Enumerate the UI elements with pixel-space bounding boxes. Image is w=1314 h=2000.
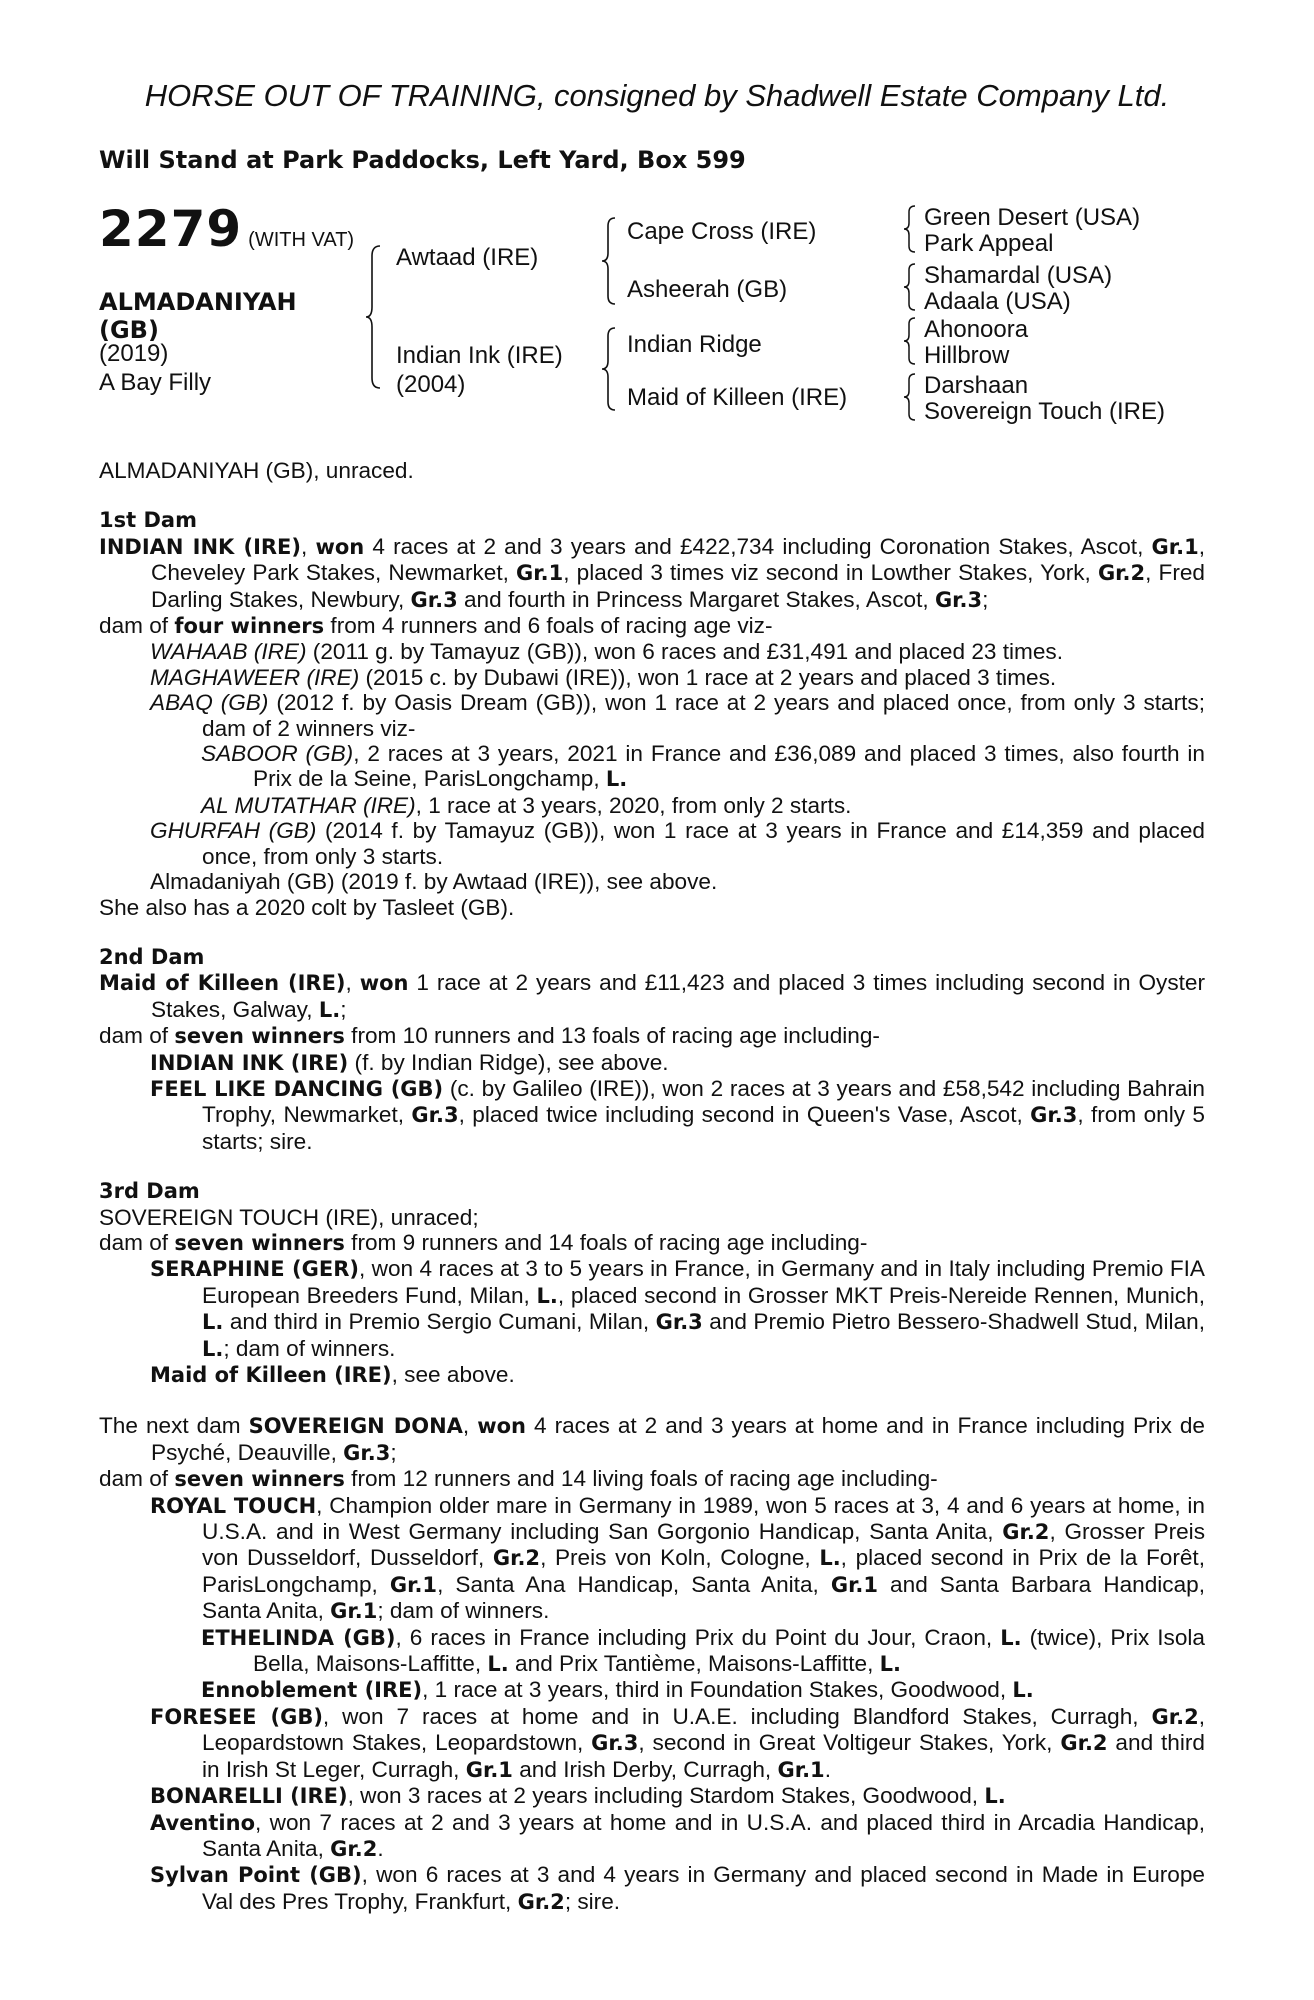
lot-number: 2279 <box>99 200 243 258</box>
pedigree-brace-dam <box>600 326 618 412</box>
second-dam-heading: 2nd Dam <box>99 944 205 969</box>
pedigree-sire: Awtaad (IRE) <box>396 244 539 271</box>
produce-entry: BONARELLI (IRE), won 3 races at 2 years including Stardom Stakes, Goodwood, L. <box>150 1783 1006 1809</box>
produce-entry: ETHELINDA (GB), 6 races in France including Prix du Point du Jour, Craon, L. (twice), Prix Isola Bella, Maisons-Laffitte, L. and Prix Tantième, Maisons-Laffitte, L. <box>201 1624 1206 1677</box>
pedigree-sire-dam: Asheerah (GB) <box>627 276 788 303</box>
horse-name-line1: ALMADANIYAH <box>99 288 297 316</box>
first-dam-note: She also has a 2020 colt by Tasleet (GB). <box>99 894 515 920</box>
produce-entry: SERAPHINE (GER), won 4 races at 3 to 5 years in France, in Germany and in Italy including Premio FIA European Breeders Fund, Milan, L., placed second in Grosser MKT Preis-Nereide Rennen, Munich, L. and third in Premio Sergio Cumani, Milan, Gr.3 and Premio Pietro Bessero-Shadwell Stud, Milan, L.; dam of winners. <box>150 1256 1206 1361</box>
produce-entry: ABAQ (GB) (2012 f. by Oasis Dream (GB)), won 1 race at 2 years and placed once, from only 3 starts; dam of 2 winners viz- <box>150 690 1205 741</box>
lot-block <box>99 200 354 258</box>
fourth-dam-record: The next dam SOVEREIGN DONA, won 4 races at 2 and 3 years at home and in France including Prix de Psyché, Deauville, Gr.3; <box>99 1413 1206 1465</box>
pedigree-brace-ds <box>902 316 918 366</box>
pedigree-sire-sire: Cape Cross (IRE) <box>627 218 817 245</box>
foaling-year: (2019) <box>99 340 169 367</box>
produce-entry: Almadaniyah (GB) (2019 f. by Awtaad (IRE)), see above. <box>150 869 718 895</box>
fourth-dam-produce-summary: dam of seven winners from 12 runners and 14 living foals of racing age including- <box>99 1466 938 1492</box>
horse-description: A Bay Filly <box>99 369 212 396</box>
second-dam-record: Maid of Killeen (IRE), won 1 race at 2 years and £11,423 and placed 3 times including second in Oyster Stakes, Galway, L.; <box>99 970 1205 1022</box>
first-dam-record: INDIAN INK (IRE), won 4 races at 2 and 3 years and £422,734 including Coronation Stakes, Ascot, Gr.1, Cheveley Park Stakes, Newmarket, Gr.1, placed 3 times viz second in Lowther Stakes, York, Gr.2, Fred Darling Stakes, Newbury, Gr.3 and fourth in Princess Margaret Stakes, Ascot, Gr.3; <box>99 533 1205 612</box>
produce-entry: FORESEE (GB), won 7 races at home and in U.A.E. including Blandford Stakes, Curragh, Gr.2, Leopardstown Stakes, Leopardstown, Gr.3, second in Great Voltigeur Stakes, York, Gr.2 and third in Irish St Leger, Curragh, Gr.1 and Irish Derby, Curragh, Gr.1. <box>150 1703 1205 1782</box>
third-dam-heading: 3rd Dam <box>99 1179 200 1204</box>
produce-entry: Ennoblement (IRE), 1 race at 3 years, third in Foundation Stakes, Goodwood, L. <box>201 1677 1034 1703</box>
pedigree-brace-sire <box>600 216 618 306</box>
produce-entry: WAHAAB (IRE) (2011 g. by Tamayuz (GB)), won 6 races and £31,491 and placed 23 times. <box>150 639 1063 665</box>
pedigree-dam-sire: Indian Ridge <box>627 331 762 358</box>
horse-name-line2: (GB) <box>99 316 159 344</box>
pedigree-brace-main <box>364 244 384 390</box>
vat-label: (WITH VAT) <box>248 229 355 251</box>
intro-line: ALMADANIYAH (GB), unraced. <box>99 458 414 483</box>
first-dam-heading: 1st Dam <box>99 508 197 533</box>
stand-location: Will Stand at Park Paddocks, Left Yard, Box 599 <box>99 146 746 174</box>
produce-entry: INDIAN INK (IRE) (f. by Indian Ridge), see above. <box>150 1049 669 1075</box>
catalogue-body <box>99 458 1205 1915</box>
pedigree-brace-sd <box>902 262 918 312</box>
pedigree-sdd: Adaala (USA) <box>924 288 1071 315</box>
pedigree-sss: Green Desert (USA) <box>924 204 1141 231</box>
third-dam-produce-summary: dam of seven winners from 9 runners and 14 foals of racing age including- <box>99 1229 868 1255</box>
third-dam-record: SOVEREIGN TOUCH (IRE), unraced; <box>99 1204 479 1230</box>
pedigree-sds: Shamardal (USA) <box>924 262 1113 289</box>
horse-name <box>99 288 297 344</box>
pedigree-dam: Indian Ink (IRE) <box>396 342 563 369</box>
produce-entry: AL MUTATHAR (IRE), 1 race at 3 years, 2020, from only 2 starts. <box>201 792 852 818</box>
produce-entry: Aventino, won 7 races at 2 and 3 years at home and in U.S.A. and placed third in Arcadia Handicap, Santa Anita, Gr.2. <box>150 1809 1205 1861</box>
produce-entry: Sylvan Point (GB), won 6 races at 3 and 4 years in Germany and placed second in Made in Europe Val des Pres Trophy, Frankfurt, Gr.2; sire. <box>150 1862 1205 1914</box>
pedigree-brace-dd <box>902 372 918 422</box>
first-dam-produce-summary: dam of four winners from 4 runners and 6 foals of racing age viz- <box>99 613 773 639</box>
pedigree-ddd: Sovereign Touch (IRE) <box>924 398 1166 425</box>
produce-entry: ROYAL TOUCH, Champion older mare in Germany in 1989, won 5 races at 3, 4 and 6 years at home, in U.S.A. and in West Germany including San Gorgonio Handicap, Santa Anita, Gr.2, Grosser Preis von Dusseldorf, Dusseldorf, Gr.2, Preis von Koln, Cologne, L., placed second in Prix de la Forêt, ParisLongchamp, Gr.1, Santa Ana Handicap, Santa Anita, Gr.1 and Santa Barbara Handicap, Santa Anita, Gr.1; dam of winners. <box>150 1492 1206 1624</box>
pedigree-dds: Darshaan <box>924 372 1029 399</box>
produce-entry: Maid of Killeen (IRE), see above. <box>150 1362 515 1387</box>
pedigree-ssd: Park Appeal <box>924 230 1054 257</box>
produce-entry: MAGHAWEER (IRE) (2015 c. by Dubawi (IRE)), won 1 race at 2 years and placed 3 times. <box>150 664 1057 690</box>
pedigree-dss: Ahonoora <box>924 316 1029 343</box>
produce-entry: FEEL LIKE DANCING (GB) (c. by Galileo (IRE)), won 2 races at 3 years and £58,542 including Bahrain Trophy, Newmarket, Gr.3, placed twice including second in Queen's Vase, Ascot, Gr.3, from only 5 starts; sire. <box>150 1075 1206 1154</box>
produce-entry: GHURFAH (GB) (2014 f. by Tamayuz (GB)), won 1 race at 3 years in France and £14,359 and placed once, from only 3 starts. <box>150 818 1205 869</box>
consignment-header: HORSE OUT OF TRAINING, consigned by Shadwell Estate Company Ltd. <box>144 78 1170 113</box>
pedigree-dam-dam: Maid of Killeen (IRE) <box>627 384 848 411</box>
pedigree-brace-ss <box>902 204 918 254</box>
second-dam-produce-summary: dam of seven winners from 10 runners and 13 foals of racing age including- <box>99 1023 880 1049</box>
produce-entry: SABOOR (GB), 2 races at 3 years, 2021 in France and £36,089 and placed 3 times, also fourth in Prix de la Seine, ParisLongchamp, L. <box>201 741 1205 792</box>
pedigree-dsd: Hillbrow <box>924 342 1010 369</box>
pedigree-dam-year: (2004) <box>396 371 466 398</box>
